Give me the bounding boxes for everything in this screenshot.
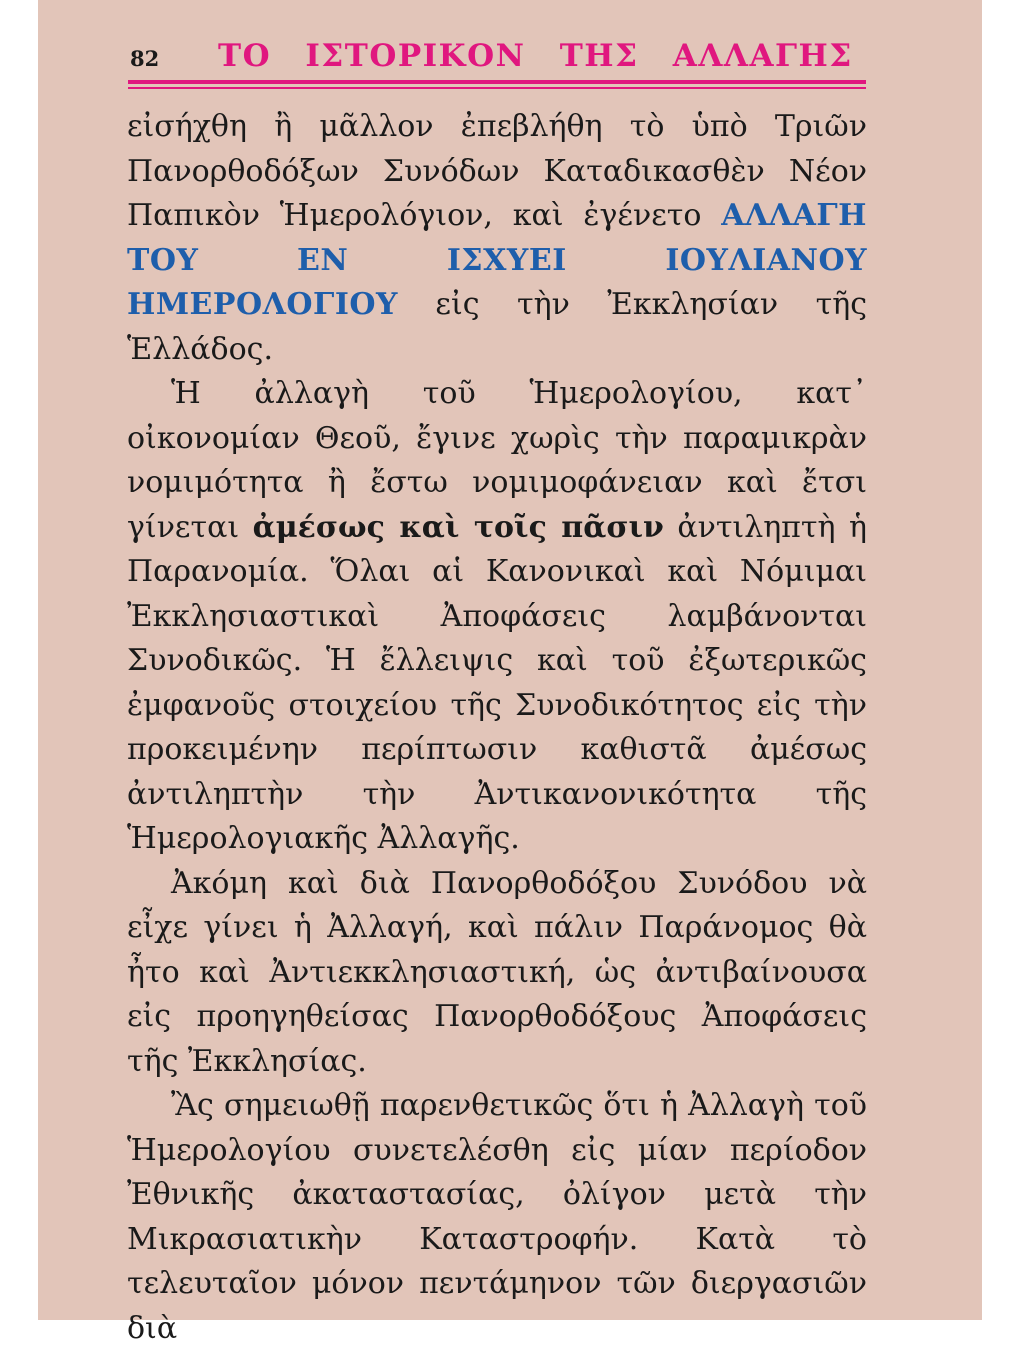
paragraph-1-text-c: εἰς τὴν Ἐκκλησίαν τῆς Ἑλλάδος. xyxy=(127,287,867,367)
page-header xyxy=(128,36,868,76)
paragraph-1 xyxy=(127,105,867,372)
header-rule-thick xyxy=(128,80,866,84)
paragraph-2-bold-emphasis: ἀμέσως καὶ τοῖς πᾶσιν xyxy=(252,509,664,545)
paragraph-1-text-a: εἰσήχθη ἢ μᾶλλον ἐπεβλήθη τὸ ὑπὸ Τριῶν Πανορθοδόξων Συνόδων Καταδικασθὲν Νέον Παπικὸν Ἡμερολόγιον, καὶ ἐγένετο xyxy=(127,109,867,233)
running-title: ΤΟ ΙΣΤΟΡΙΚΟΝ ΤΗΣ ΑΛΛΑΓΗΣ xyxy=(218,38,853,74)
paragraph-2 xyxy=(127,372,867,862)
book-page xyxy=(38,0,982,1346)
paragraph-4: Ἂς σημειωθῇ παρενθετικῶς ὅτι ἡ Ἀλλαγὴ τοῦ Ἡμερολογίου συνετελέσθη εἰς μίαν περίοδον Ἐθνικῆς ἀκαταστασίας, ὀλίγον μετὰ τὴν Μικρασιατικὴν Καταστροφήν. Κατὰ τὸ τελευταῖον μόνον πεντάμηνον τῶν διεργασιῶν διὰ xyxy=(127,1088,867,1346)
paragraph-3: Ἀκόμη καὶ διὰ Πανορθοδόξου Συνόδου νὰ εἶχε γίνει ἡ Ἀλλαγή, καὶ πάλιν Παράνομος θὰ ἦτο καὶ Ἀντιεκκλησιαστική, ὡς ἀντιβαίνουσα εἰς προηγηθείσας Πανορθοδόξους Ἀποφάσεις τῆς Ἐκκλησίας. xyxy=(127,865,867,1079)
paragraph-2-text-a: Ἡ ἀλλαγὴ τοῦ Ἡμερολογίου, κατ᾽ οἰκονομίαν Θεοῦ, ἔγινε χωρὶς τὴν παραμικρὰν νομιμότητα ἢ ἔστω νομιμοφάνειαν καὶ ἔτσι γίνεται xyxy=(127,376,867,545)
paragraph-2-text-c: ἀντιληπτὴ ἡ Παρανομία. Ὅλαι αἱ Κανονικαὶ καὶ Νόμιμαι Ἐκκλησιαστικαὶ Ἀποφάσεις λαμβάνονται Συνοδικῶς. Ἡ ἔλλειψις καὶ τοῦ ἐξωτερικῶς ἐμφανοῦς στοιχείου τῆς Συνοδικότητος εἰς τὴν προκειμένην περίπτωσιν καθιστᾶ ἀμέσως ἀντιληπτὴν τὴν Ἀντικανονικότητα τῆς Ἡμερολογιακῆς Ἀλλαγῆς. xyxy=(127,509,867,856)
header-rule-thin xyxy=(128,87,866,89)
page-number: 82 xyxy=(130,46,160,71)
paragraph-1-blue-emphasis: ΑΛΛΑΓΗ ΤΟΥ ΕΝ ΙΣΧΥΕΙ ΙΟΥΛΙΑΝΟΥ ΗΜΕΡΟΛΟΓΙΟΥ xyxy=(127,198,867,322)
body-text xyxy=(127,105,867,1351)
